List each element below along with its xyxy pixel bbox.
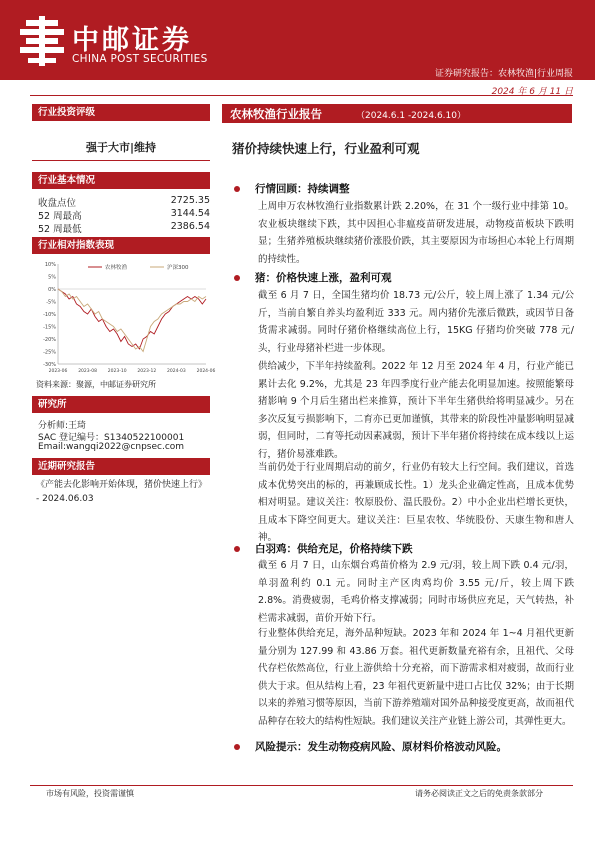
industry-rating: 强于大市|维持 bbox=[85, 141, 157, 154]
footer-left: 市场有风险，投资需谨慎 bbox=[46, 789, 134, 798]
x-tick-label: 2024-03 bbox=[166, 369, 186, 374]
y-tick-label: -20% bbox=[43, 337, 56, 343]
china-post-logo-icon bbox=[20, 16, 64, 66]
legend-label: 沪深300 bbox=[167, 265, 189, 271]
series-line bbox=[58, 289, 206, 349]
y-tick-label: -5% bbox=[46, 299, 56, 306]
analyst-email[interactable]: Email:wangqi2022@cnpsec.com bbox=[38, 442, 185, 452]
section-paragraph: 供给减少，下半年持续盈利。2022 年 12 月至 2024 年 4 月，行业产能已累计去化 9.2%，尤其是 23 年四季度行业产能去化明显加速。按照能繁母猪影响 9 个月后生猪出栏来推算，预计下半年生猪供给将明显减少。另在多次反复亏损影响下，二育亦已更加谨慎，其带来的阶段性冲量影响明显减弱，但同时，二育等托动因素减弱，预计下半年猪价将持续在成本线以上运行，猪价易涨难跌。 bbox=[258, 361, 574, 460]
y-tick-label: -30% bbox=[43, 362, 56, 368]
bullet-icon bbox=[234, 275, 240, 281]
analyst-name: 分析师:王琦 bbox=[38, 421, 87, 431]
relative-index-chart bbox=[36, 258, 216, 378]
stat-row bbox=[38, 195, 210, 208]
top-divider bbox=[30, 95, 573, 96]
stat-row bbox=[38, 208, 210, 221]
report-period: （2024.6.1 -2024.6.10） bbox=[356, 111, 466, 121]
bullet-icon bbox=[234, 186, 240, 192]
report-tag: 证券研究报告：农林牧渔|行业周报 bbox=[434, 69, 573, 79]
section-paragraph: 行业整体供给充足，海外品种短缺。2023 年和 2024 年 1~4 月祖代更新量分别为 127.99 和 43.86 万套。祖代更新数量充裕有余，且祖代、父母代存栏依然高位，行业上游供给十分充裕，而下游需求相对疲弱，故而行业供大于求。但从结构上看，23 年祖代更新量中进口占比仅 32%；由于长期以来的养殖习惯等原因，当前下游养殖端对国外品种接受度更高，故而祖代品种存在较大的结构性短缺。我们建议关注产业链上游公司，其弹性更大。 bbox=[258, 628, 574, 727]
footer-divider bbox=[30, 785, 573, 786]
y-tick-label: 5% bbox=[48, 274, 56, 281]
x-tick-label: 2023-10 bbox=[107, 369, 127, 374]
stat-row bbox=[38, 221, 210, 234]
bullet-icon bbox=[234, 744, 240, 750]
y-tick-label: 0% bbox=[48, 287, 56, 293]
y-tick-label: -10% bbox=[43, 312, 56, 318]
report-title: 农林牧渔行业报告 bbox=[230, 107, 322, 121]
risk-warning: 风险提示：发生动物疫病风险、原材料价格波动风险。 bbox=[255, 741, 507, 753]
section-paragraph: 上周申万农林牧渔行业指数累计跌 2.20%，在 31 个一级行业中排第 10。农业板块继续下跌，其中因担心非瘟疫苗研发进展，动物疫苗板块下跌明显；生猪养殖板块继续猪价涨股价跌，其主要原因为市场担心本轮上行周期的持续性。 bbox=[258, 201, 574, 265]
stat-value: 2725.35 bbox=[170, 195, 210, 206]
rating-heading: 行业投资评级 bbox=[32, 104, 210, 121]
series-line bbox=[58, 289, 206, 352]
x-tick-label: 2023-12 bbox=[137, 369, 157, 374]
recent-reports-heading: 近期研究报告 bbox=[32, 458, 210, 475]
research-heading: 研究所 bbox=[32, 396, 210, 413]
section-title: 白羽鸡：供给充足，价格持续下跌 bbox=[255, 543, 413, 555]
report-title-bar bbox=[222, 104, 572, 123]
legend-label: 农林牧渔 bbox=[105, 265, 128, 271]
stat-value: 3144.54 bbox=[170, 208, 210, 219]
report-headline: 猪价持续快速上行，行业盈利可观 bbox=[232, 141, 420, 156]
stat-value: 2386.54 bbox=[170, 221, 210, 232]
x-tick-label: 2023-06 bbox=[48, 369, 68, 374]
x-tick-label: 2023-08 bbox=[78, 369, 98, 374]
x-tick-label: 2024-06 bbox=[196, 369, 216, 374]
y-tick-label: 10% bbox=[44, 262, 56, 268]
stat-label: 52 周最高 bbox=[38, 211, 82, 222]
section-title: 猪：价格快速上涨，盈利可观 bbox=[255, 272, 392, 284]
stat-label: 52 周最低 bbox=[38, 224, 82, 235]
basic-info-heading: 行业基本情况 bbox=[32, 172, 210, 189]
section-paragraph: 截至 6 月 7 日，全国生猪均价 18.73 元/公斤，较上周上涨了 1.34 元/公斤，当前自繁自养头均盈利近 333 元。周内猪价先涨后微跌，或因节日备货需求减弱。同时仔猪价格继续高位上行，15KG 仔猪均价突破 778 元/头，行业母猪补栏进一步体现。 bbox=[258, 290, 574, 354]
report-date: 2024 年 6 月 11 日 bbox=[491, 87, 573, 97]
recent-report-item[interactable]: 《产能去化影响开始体现，猪价快速上行》 - 2024.06.03 bbox=[36, 480, 208, 504]
header-banner bbox=[0, 0, 595, 80]
stat-label: 收盘点位 bbox=[38, 198, 77, 209]
section-paragraph: 当前仍处于行业周期启动的前夕，行业仍有较大上行空间。我们建议，首选成本优势突出的标的，再兼顾成长性。1）龙头企业确定性高，且成本优势相对明显。建议关注：牧原股份、温氏股份。2）中小企业出栏增长更快，且成本下降空间更大。建议关注：巨星农牧、华统股份、天康生物和唐人神。 bbox=[258, 462, 574, 543]
section-title: 行情回顾：持续调整 bbox=[255, 183, 350, 195]
index-heading: 行业相对指数表现 bbox=[32, 237, 210, 254]
footer-right: 请务必阅读正文之后的免责条款部分 bbox=[415, 789, 543, 798]
chart-source: 资料来源：聚源，中邮证券研究所 bbox=[36, 380, 156, 389]
company-name-en: CHINA POST SECURITIES bbox=[72, 53, 208, 65]
bullet-icon bbox=[234, 546, 240, 552]
section-paragraph: 截至 6 月 7 日，山东烟台鸡苗价格为 2.9 元/羽，较上周下跌 0.4 元/羽，单羽盈利约 0.1 元。同时主产区肉鸡均价 3.55 元/斤，较上周下跌 2.8%。消费疲弱，毛鸡价格支撑减弱；同时市场供应充足，天气转热，补栏需求减弱，苗价开始下行。 bbox=[258, 560, 574, 624]
company-name-cn: 中邮证券 bbox=[72, 25, 192, 56]
rating-divider bbox=[32, 160, 210, 161]
analyst-sac: SAC 登记编号：S1340522100001 bbox=[38, 433, 185, 443]
y-tick-label: -15% bbox=[43, 324, 56, 331]
y-tick-label: -25% bbox=[43, 349, 56, 356]
